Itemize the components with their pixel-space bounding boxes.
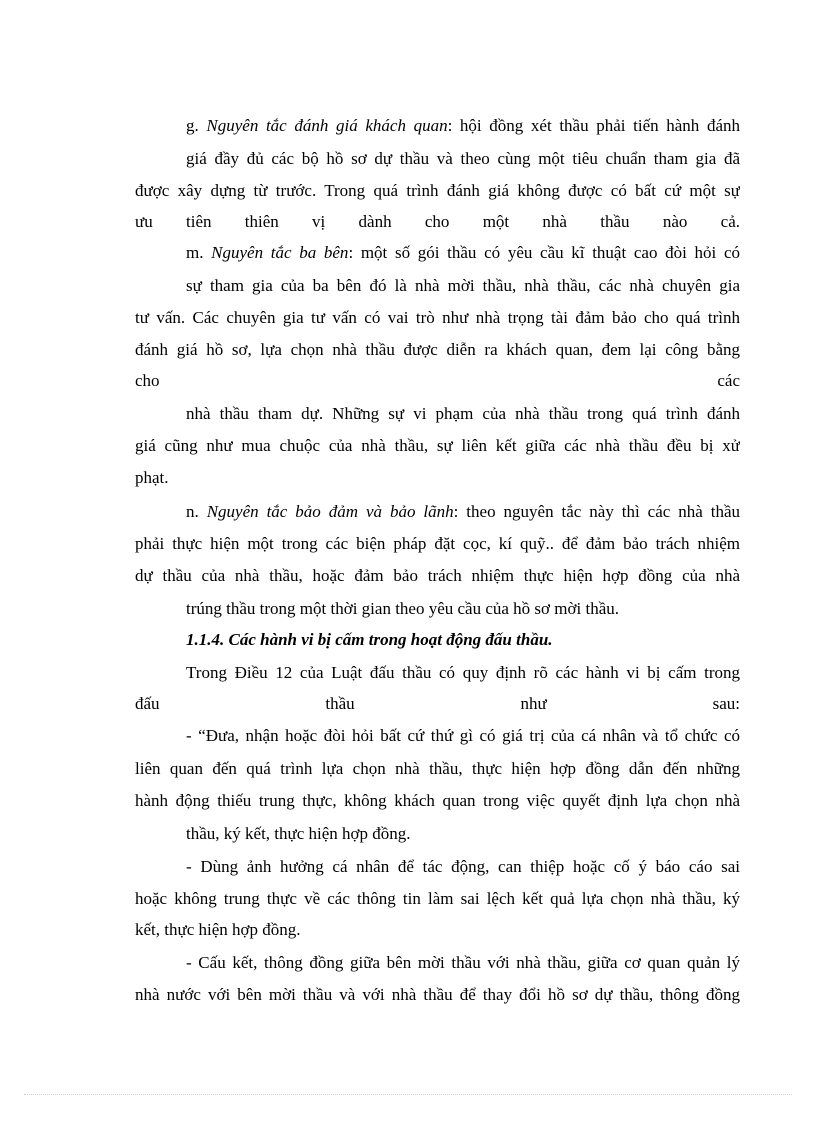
text-line: phải thực hiện một trong các biện pháp đặt cọc, kí quỹ.. để đảm bảo trách nhiệm bbox=[135, 534, 740, 553]
principle-title: Nguyên tắc bảo đảm và bảo lãnh bbox=[206, 502, 454, 521]
text-line: được xây dựng từ trước. Trong quá trình đánh giá không được có bất cứ một sự bbox=[135, 181, 740, 200]
list-marker: g. bbox=[186, 116, 207, 135]
text-line: phạt. bbox=[135, 468, 169, 487]
text-line: kết, thực hiện hợp đồng. bbox=[135, 920, 301, 939]
text-span: : một số gói thầu có yêu cầu kĩ thuật cao đòi hỏi có bbox=[348, 243, 740, 262]
text-line bbox=[186, 111, 740, 141]
text-line: giá cũng như mua chuộc của nhà thầu, sự liên kết giữa các nhà thầu đều bị xử bbox=[135, 436, 740, 455]
text-line bbox=[186, 238, 740, 268]
text-line: thầu, ký kết, thực hiện hợp đồng. bbox=[186, 824, 411, 843]
text-line: cho các bbox=[135, 371, 740, 390]
text-line: nhà thầu tham dự. Những sự vi phạm của nhà thầu trong quá trình đánh bbox=[186, 404, 740, 423]
text-line: Trong Điều 12 của Luật đấu thầu có quy định rõ các hành vi bị cấm trong bbox=[186, 663, 740, 682]
principle-title: Nguyên tắc ba bên bbox=[211, 243, 349, 262]
text-span: : theo nguyên tắc này thì các nhà thầu bbox=[453, 502, 740, 521]
text-line: giá đầy đủ các bộ hồ sơ dự thầu và theo cùng một tiêu chuẩn tham gia đã bbox=[186, 149, 740, 168]
text-line: nhà nước với bên mời thầu và với nhà thầu để thay đổi hồ sơ dự thầu, thông đồng bbox=[135, 985, 740, 1004]
text-line: - “Đưa, nhận hoặc đòi hỏi bất cứ thứ gì có giá trị của cá nhân và tổ chức có bbox=[186, 726, 740, 745]
text-line: ưu tiên thiên vị dành cho một nhà thầu nào cả. bbox=[135, 212, 740, 231]
text-line: hành động thiếu trung thực, không khách quan trong việc quyết định lựa chọn nhà bbox=[135, 791, 740, 810]
list-marker: m. bbox=[186, 243, 212, 262]
text-line: dự thầu của nhà thầu, hoặc đảm bảo trách nhiệm thực hiện hợp đồng của nhà bbox=[135, 566, 740, 585]
text-line: - Cấu kết, thông đồng giữa bên mời thầu với nhà thầu, giữa cơ quan quản lý bbox=[186, 953, 740, 972]
principle-title: Nguyên tắc đánh giá khách quan bbox=[206, 116, 448, 135]
text-line: đấu thầu như sau: bbox=[135, 694, 740, 713]
text-line: liên quan đến quá trình lựa chọn nhà thầu, thực hiện hợp đồng dẫn đến những bbox=[135, 759, 740, 778]
text-line: đánh giá hồ sơ, lựa chọn nhà thầu được diễn ra khách quan, đem lại công bằng bbox=[135, 340, 740, 359]
section-heading: 1.1.4. Các hành vi bị cấm trong hoạt động đấu thầu. bbox=[186, 630, 553, 649]
text-line: trúng thầu trong một thời gian theo yêu cầu của hồ sơ mời thầu. bbox=[186, 599, 619, 618]
text-span: : hội đồng xét thầu phải tiến hành đánh bbox=[447, 116, 740, 135]
list-marker: n. bbox=[186, 502, 207, 521]
text-line: - Dùng ảnh hưởng cá nhân để tác động, can thiệp hoặc cố ý báo cáo sai bbox=[186, 857, 740, 876]
text-line bbox=[186, 497, 740, 527]
text-line: sự tham gia của ba bên đó là nhà mời thầu, nhà thầu, các nhà chuyên gia bbox=[186, 276, 740, 295]
text-line: hoặc không trung thực về các thông tin làm sai lệch kết quả lựa chọn nhà thầu, ký bbox=[135, 889, 740, 908]
text-line: tư vấn. Các chuyên gia tư vấn có vai trò như nhà trọng tài đảm bảo cho quá trình bbox=[135, 308, 740, 327]
page-bottom-divider bbox=[24, 1094, 792, 1095]
